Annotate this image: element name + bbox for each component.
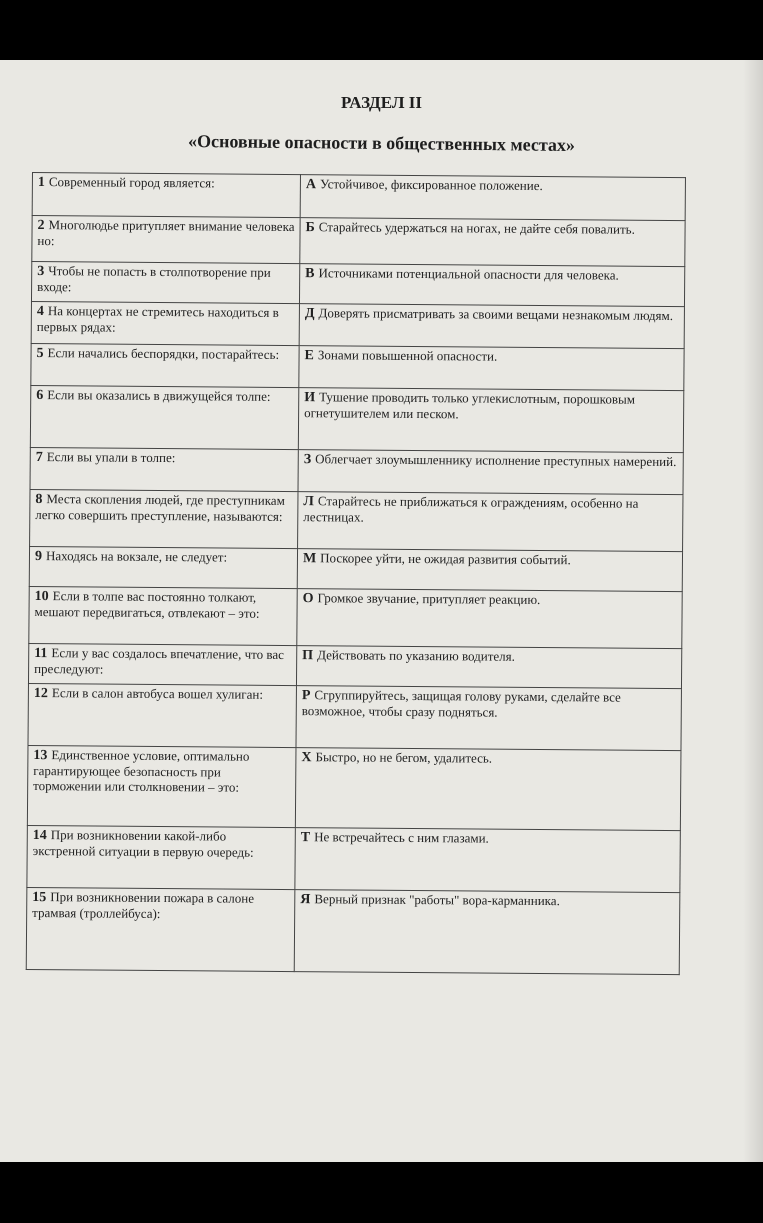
answer-cell xyxy=(299,264,684,307)
question-cell xyxy=(28,643,296,685)
document-title: «Основные опасности в общественных местах» xyxy=(187,130,576,156)
answer-text: Устойчивое, фиксированное положение. xyxy=(319,176,543,194)
answer-letter: Р xyxy=(301,688,311,704)
question-cell xyxy=(32,216,300,264)
answer-cell xyxy=(300,175,685,221)
answer-letter: Я xyxy=(300,892,311,908)
table-row xyxy=(28,683,681,750)
answer-letter: Л xyxy=(303,494,314,510)
question-number: 13 xyxy=(33,748,48,764)
answer-letter: И xyxy=(304,390,316,406)
answer-letter: А xyxy=(305,177,317,193)
table-row xyxy=(29,546,682,591)
question-text: Находясь на вокзале, не следует: xyxy=(45,548,228,565)
answer-letter: Д xyxy=(304,306,315,322)
question-number: 1 xyxy=(37,175,45,191)
question-cell xyxy=(29,586,297,645)
question-text: На концертах не стремитесь находиться в первых рядах: xyxy=(36,303,279,335)
answer-cell xyxy=(296,646,681,689)
question-number: 2 xyxy=(37,218,45,234)
question-number: 5 xyxy=(36,346,44,362)
question-number: 11 xyxy=(34,646,48,662)
question-text: Многолюдье притупляет внимание человека но: xyxy=(37,217,295,249)
answer-cell xyxy=(300,218,685,267)
question-number: 10 xyxy=(34,589,49,605)
question-number: 14 xyxy=(32,828,47,844)
question-text: Современный город является: xyxy=(48,174,215,191)
question-cell xyxy=(27,745,296,827)
table-row xyxy=(30,489,683,551)
answer-cell xyxy=(299,304,684,349)
table-row xyxy=(27,825,680,892)
table-row xyxy=(31,343,684,390)
section-heading: РАЗДЕЛ II xyxy=(341,93,422,112)
answer-cell xyxy=(298,492,683,552)
question-cell xyxy=(30,385,298,449)
answer-cell xyxy=(295,748,681,831)
table-row xyxy=(30,447,683,494)
question-number: 3 xyxy=(37,264,45,280)
answer-cell xyxy=(298,388,683,453)
answer-text: Источниками потенциальной опасности для человека. xyxy=(318,265,619,283)
table-row xyxy=(31,301,684,348)
question-cell xyxy=(29,546,297,588)
answer-letter: Б xyxy=(305,220,315,236)
answer-letter: П xyxy=(302,648,314,664)
answer-text: Старайтесь удержаться на ногах, не дайте себя повалить. xyxy=(318,219,635,237)
question-text: Места скопления людей, где преступникам легко совершить преступление, называются: xyxy=(35,491,285,524)
page-edge-shadow xyxy=(743,60,763,1162)
question-text: Если вы упали в толпе: xyxy=(46,449,176,466)
question-number: 9 xyxy=(34,549,43,565)
table-row xyxy=(32,173,685,221)
answer-text: Поскорее уйти, не ожидая развития событий. xyxy=(320,550,571,568)
question-text: Единственное условие, оптимально гарантирующее безопасность при торможении или столкновении – это: xyxy=(33,747,250,795)
answer-text: Громкое звучание, притупляет реакцию. xyxy=(317,590,541,608)
question-number: 7 xyxy=(35,450,43,466)
answer-text: Старайтесь не приближаться к ограждениям, особенно на лестницах. xyxy=(303,493,639,525)
answer-cell xyxy=(298,450,683,495)
matching-table xyxy=(26,172,686,975)
question-text: Если вы оказались в движущейся толпе: xyxy=(47,387,271,404)
question-text: Если начались беспорядки, постарайтесь: xyxy=(47,345,280,362)
question-number: 8 xyxy=(35,492,43,508)
answer-cell xyxy=(296,686,681,751)
answer-text: Не встречайтесь с ним глазами. xyxy=(314,829,489,846)
answer-letter: О xyxy=(302,591,314,607)
answer-text: Тушение проводить только углекислотным, порошковым огнетушителем или песком. xyxy=(304,389,636,422)
question-cell xyxy=(31,262,299,304)
answer-letter: Х xyxy=(301,750,312,766)
table-row xyxy=(27,745,681,830)
question-number: 4 xyxy=(36,304,44,320)
table-row xyxy=(28,643,681,688)
question-text: Если в толпе вас постоянно толкают, мешают передвигаться, отвлекают – это: xyxy=(34,588,260,621)
question-text: Чтобы не попасть в столпотворение при входе: xyxy=(37,263,271,295)
answer-text: Быстро, но не бегом, удалитесь. xyxy=(315,749,493,766)
table-row xyxy=(32,216,685,267)
table-row xyxy=(26,887,680,974)
answer-letter: В xyxy=(305,266,315,282)
question-text: Если в салон автобуса вошел хулиган: xyxy=(51,685,264,702)
question-number: 6 xyxy=(36,388,44,404)
question-cell xyxy=(26,887,295,971)
question-cell xyxy=(30,489,298,548)
table-row xyxy=(30,385,683,452)
answer-letter: Е xyxy=(304,348,314,364)
answer-letter: Т xyxy=(300,830,311,846)
question-number: 12 xyxy=(33,686,48,702)
answer-cell xyxy=(295,828,680,893)
question-cell xyxy=(31,301,299,345)
answer-cell xyxy=(297,589,682,649)
answer-cell xyxy=(299,346,684,391)
document-page xyxy=(0,60,763,1162)
table-row xyxy=(29,586,682,648)
answer-text: Облегчает злоумышленнику исполнение преступных намерений. xyxy=(315,451,677,470)
answer-text: Зонами повышенной опасности. xyxy=(317,347,498,364)
answer-text: Сгруппируйтесь, защищая голову руками, сделайте все возможное, чтобы сразу подняться. xyxy=(301,687,621,720)
answer-text: Действовать по указанию водителя. xyxy=(317,647,515,664)
question-cell xyxy=(28,683,296,747)
question-cell xyxy=(32,173,300,218)
question-cell xyxy=(31,343,299,387)
answer-cell xyxy=(297,549,682,592)
question-text: Если у вас создалось впечатление, что вас преследуют: xyxy=(34,645,284,677)
answer-cell xyxy=(294,890,680,975)
answer-letter: З xyxy=(303,452,312,468)
question-cell xyxy=(30,447,298,491)
question-cell xyxy=(27,825,295,889)
question-number: 15 xyxy=(32,890,47,906)
answer-letter: М xyxy=(302,551,317,567)
answer-text: Доверять присматривать за своими вещами незнакомым людям. xyxy=(318,305,674,324)
table-row xyxy=(31,262,684,307)
question-text: При возникновении пожара в салоне трамвая (троллейбуса): xyxy=(32,889,255,922)
question-text: При возникновении какой-либо экстренной ситуации в первую очередь: xyxy=(32,827,254,860)
answer-text: Верный признак "работы" вора-карманника. xyxy=(314,891,560,909)
